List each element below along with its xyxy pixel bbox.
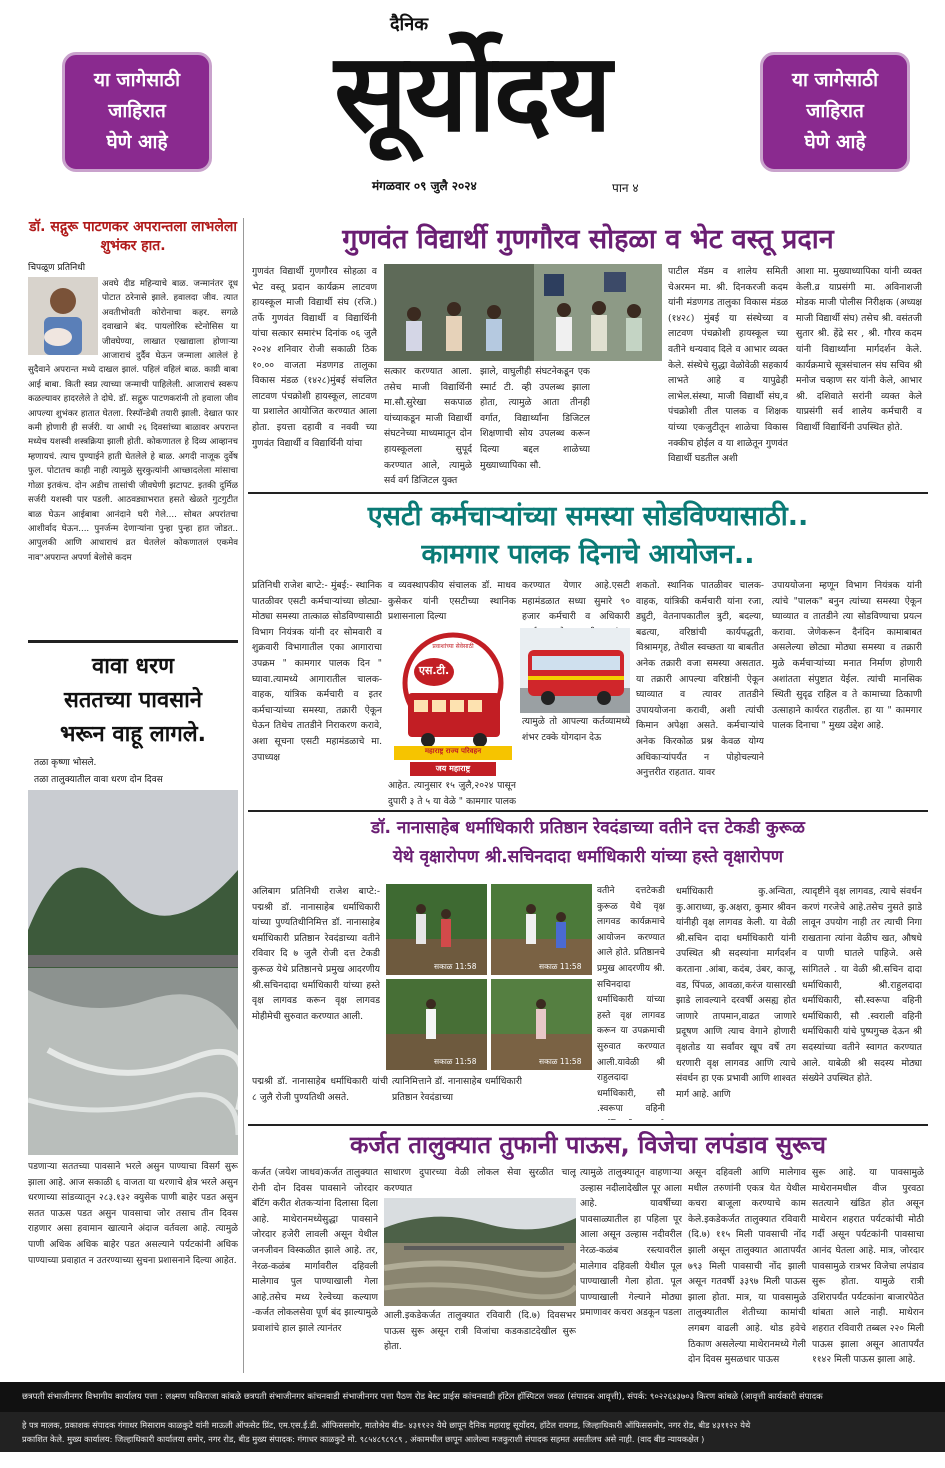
dam-headline-line2: सततच्या पावसाने: [64, 688, 202, 713]
ad-box-right: [760, 52, 910, 172]
st-bus-photo: [520, 628, 630, 713]
article4-col4: असून दहिवली आणि मालेगाव मधील तरुणांनी एकत्र येत येथील कचरा बाजूला करण्याचे काम केले.इकडेकर्जत तालुक्यात रविवारी (दि.७) ११५ मिली पावसाची नोंद झाली असून तालुक्यात आतापर्यंत ७९३ मिली पावसाची नोंद झाली असून गतवर्षी ३३९७ मिली पाऊस झाला होता. मात्र, या पावसामुळे तालुक्यातील शेतीच्या कामांची लगबग वाढली आहे. थोड हवेचे ठिकाण असलेल्या माथेरानमध्ये गेली दोन दिवस मुसळधार पाऊस: [688, 1167, 806, 1366]
divider-1: [248, 492, 928, 494]
article3-col1b: पद्मश्री डॉ. नानासाहेब धर्माधिकारी यांची ८ जुलै रोजी पुण्यतिथी असते.: [252, 1076, 388, 1103]
footer-imprint-line2: प्रकाशित केले. मुख्य कार्यालय: जिल्हाधिकारी कार्यालया समोर, नगर रोड, बीड मुख्य संपादक: गंगाधर काळकुटे मो. ९८५४८९८९८९ , अंकामधील छापून आलेल्या मजकुराशी संपादक सहमत असतीलच असे नाही. (वाद बीड न्यायकक्षेत ): [22, 1434, 705, 1444]
side-article-headline: डॉ. सद्गुरू पाटणकर अपरान्तला लाभलेला शुभंकर हात.: [29, 219, 237, 254]
ad-box-left: [62, 52, 212, 172]
article3-headline-line1: डॉ. नानासाहेब धर्माधिकारी प्रतिष्ठान रेवदंडाच्या वतीने दत्त टेकडी कुरूळ: [371, 818, 805, 838]
ad-right-line1: या जागेसाठी: [792, 69, 878, 91]
divider-2: [248, 810, 928, 812]
doctor-photo: [28, 277, 98, 355]
article4-col2: साधारण दुपारच्या वेळी लोकल सेवा सुरळीत चालू करण्यात: [384, 1167, 576, 1194]
issue-date: मंगळवार ०९ जुलै २०२४: [372, 179, 477, 193]
article2-col5: उपाययोजना म्हणून विभाग नियंत्रक यांनी त्यांचे "पालक" बनुन त्यांच्या समस्या ऐकून घ्याव्यात व तातडीने त्या सोडविण्याचा प्रयत्न करावा. जेणेकरून दैनंदिन कामाबाबत असलेल्या छोट्या मोठ्या समस्या व तक्रारी मुळे कर्मचाऱ्यांच्या मनात निर्माण होणारी अशांतता संपुष्टात येईल. त्यांची मानसिक स्थिती सुदृढ राहिल व ते कामाच्या ठिकाणी उत्साहाने कार्यरत राहतील. हा या " कामगार पालक दिनाचा " मुख्य उद्देश आहे.: [772, 580, 922, 732]
article3-col3: वतीने दत्तटेकडी कुरूळ येथे वृक्ष लागवड कार्यक्रमाचे आयोजन करण्यात आले होते. प्रतिष्ठानचे प्रमुख आदरणीय श्री. सचिनदादा धर्माधिकारी यांच्या हस्ते वृक्ष लागवड करून या उपक्रमाची सुरुवात करण्यात आली.यावेळी श्री राहुलदादा धर्माधिकारी, सौ .स्वरूपा वहिनी: [597, 886, 665, 1115]
article1-col1: गुणवंत विद्यार्थी गुणगौरव सोहळा व भेट वस्तू प्रदान कार्यक्रम लाटवण हायस्कूल माजी विद्यार्थी संघ (रजि.) तर्फे गुणवंत विद्यार्थी व विद्यार्थिनी यांचा सत्कार समारंभ दिनांक ०६ जुलै २०२४ शनिवार रोजी सकाळी ठिक १०.०० वाजता मंडणगड तालुका विकास मंडळ (१४२८)मुंबई संचलित लाटवण पंचक्रोशी हायस्कूल, लाटवण या प्रशालेत आयोजित करण्यात आला होता. इयत्ता दहावी व नववी च्या गुणवंत विद्यार्थी व विद्यार्थिनी यांचा: [252, 266, 377, 449]
dam-article-headline: [28, 650, 238, 752]
ad-left-line2: जाहिरात: [108, 100, 166, 122]
footer-imprint: [0, 1412, 945, 1452]
side-article-byline: चिपळूण प्रतिनिधी: [28, 263, 86, 273]
photo-timestamp-1: सकाळ 11:58: [434, 962, 477, 971]
article3-col1: अलिबाग प्रतिनिधी राजेश बाप्टे:- पद्मश्री डॉ. नानासाहेब धर्माधिकारी यांच्या पुण्यतिथीनिमित्त डॉ. नानासाहेब धर्माधिकारी प्रतिष्ठान रेवदंडाच्या वतीने रविवार दि ७ जुलै रोजी दत्त टेकडी कुरूळ येथे प्रतिष्ठानचे प्रमुख आदरणीय श्री.सचिनदादा धर्माधिकारी यांच्या हस्ते वृक्ष लागवड करून वृक्ष लागवड मोहीमेची सुरुवात करण्यात आली.: [252, 886, 380, 1022]
dam-byline1: तळा कृष्णा भोसले.: [34, 758, 97, 768]
article1-col3: झाले, वाघुलीही संघटनेकडून एक स्मार्ट टी. व्ही उपलब्ध झाला होता, त्यामुळे आता तीनही वर्गात, विद्यार्थ्यांना डिजिटल शिक्षणाची सोय उपलब्ध करून दिल्या बद्दल शाळेच्या मुख्याध्यापिका सौ.: [480, 366, 590, 471]
ad-right-line2: जाहिरात: [806, 100, 864, 122]
photo-timestamp-2: सकाळ 11:58: [539, 962, 582, 971]
emblem-st-text: एस.टी.: [418, 664, 450, 677]
masthead-prefix: दैनिक: [390, 14, 429, 35]
article2-col2: व व्यवस्थापकीय संचालक डॉ. माधव कुसेकर यांनी एसटीच्या स्थानिक प्रशासनाला दिल्या: [388, 580, 516, 623]
article2-col3-bottom: त्यामुळे तो आपल्या कर्तव्यामध्ये शंभर टक्के योगदान देऊ: [522, 716, 630, 743]
article2-col1: प्रतिनिधी राजेश बाप्टे:- मुंबई:- स्थानिक पातळीवर एसटी कर्मचाऱ्यांच्या छोट्या-मोठ्या समस्या तात्काळ सोडविण्यासाठी विभाग नियंत्रक यांनी दर सोमवारी व शुक्रवारी विभागातील एका आगाराचा उपक्रम " कामगार पालक दिन " घ्यावा.त्यामध्ये आगारातील चालक- वाहक, यांत्रिक कर्मचारी व इतर कर्मचाऱ्यांच्या समस्या, तक्रारी ऐकून घेऊन तिथेच तातडीने निराकरण करावे, अशा सूचना एसटी महामंडळाचे मा. उपाध्यक्ष: [252, 580, 382, 763]
emblem-jay-text: जय महाराष्ट्र: [435, 764, 471, 773]
photo-timestamp-3: सकाळ 11:58: [434, 1057, 477, 1066]
article1-col5: आशा मा. मुख्याध्यापिका यांनी व्यक्त केली.व्र याप्रसंगी मा. अविनाशजी मोडक माजी पोलीस निरीक्षक (अध्यक्ष माजी विद्यार्थी संघ) तसेच श्री. वसंतजी सुतार श्री. हेंद्रे सर , श्री. गौरव कदम यांनी विद्यार्थ्यांना मार्गदर्शन केले. कार्यक्रमाचे सूत्रसंचालन संघ सचिव श्री मनोज चव्हाण सर यांनी केले, आभार श्री. दशिवाते सरांनी व्यक्त केले याप्रसंगी सर्व शालेय कर्मचारी व विद्यार्थी विद्यार्थिनी उपस्थित होते.: [796, 266, 922, 433]
flood-photo: [384, 1198, 576, 1306]
footer-office-line: छत्रपती संभाजीनगर विभागीय कार्यालय पत्ता : लक्ष्मण फकिराजा कांबळे छत्रपती संभाजीनगर कांचनवाडी संभाजीनगर पत्ता पैठण रोड बेस्ट प्राईस कांचनवाडी हॉटेल हॉस्पिटल जवळ (संपादक आवृत्ती), संपर्क: ९०२२६४३७०३ किरण कांबळे (आवृत्ती कार्यकारी संपादक: [0, 1382, 945, 1412]
article3-photo-grid: [386, 884, 592, 1070]
article4-headline: कर्जत तालुक्यात तुफानी पाऊस, विजेचा लपंडाव सुरूच: [349, 1131, 827, 1159]
article2-headline-line2: कामगार पालक दिनाचे आयोजन..: [421, 539, 755, 570]
dam-headline-line3: भरून वाहू लागले.: [60, 722, 206, 747]
article2-col3-top: करण्यात येणार आहे.एसटी महामंडळात सध्या सुमारे ९० हजार कर्मचारी व अधिकारी: [522, 580, 630, 623]
dam-byline2: तळा तालुक्यातील वावा धरण दोन दिवस: [34, 775, 163, 785]
ad-right-line3: घेणे आहे: [804, 131, 866, 153]
dam-headline-line1: वावा धरण: [92, 654, 174, 679]
column-rule: [243, 218, 244, 1373]
article1-col4: पाटील मॅडम व शालेय समिती चेअरमन मा. श्री. दिनकरजी कदम यांनी मंडणगड तालुका विकास मंडळ (१४२८) मुंबई या संस्थेच्या व लाटवण पंचक्रोशी हायस्कूल च्या वतीने धन्यवाद दिले व आभार व्यक्त केले. संस्थेचे सुद्धा वेळोवेळी सहकार्य लाभते आहे व यापुढेही लाभेल.संस्था, माजी विद्यार्थी संघ,व पंचक्रोशी तील पालक व शिक्षक यांच्या एकजुटीतून शाळेचा विकास नक्कीच होईल व या शाळेतून गुणवंत विद्यार्थी घडतील अशी: [668, 266, 788, 465]
article1-photo: [384, 264, 662, 361]
side-divider: [28, 640, 238, 643]
article3-col5: त्यादृष्टीने वृक्ष लागवड, त्याचे संवर्धन करणं गरजेचे आहे.तसेच नुसते झाडे लावून उपयोग नाही तर त्याची निगा राखताना त्यांना वेळीच खत, औषधे व पाणी घातले पाहिजे. असे सांगितले . या वेळी श्री.सचिन दादा धर्माधिकारी, श्री.राहुलदादा धर्माधिकारी, सौ.स्वरूपा वहिनी धर्माधिकारी, सौ .स्वराली वहिनी धर्माधिकारी यांचे पुष्पगुच्छ देऊन श्री सदस्यांच्या वतीने स्वागत करण्यात आले. याबेळी श्री सदस्य मोठ्या संख्येने उपस्थित होते.: [802, 886, 922, 1085]
side-article-patankar: [28, 218, 238, 633]
ad-left-line3: घेणे आहे: [106, 131, 168, 153]
emblem-top-text: प्रवाशांच्या सेवेसाठी: [432, 643, 474, 650]
article1-col2: सत्कार करण्यात आला. तसेच माजी विद्यार्थिनी मा.सौ.सुरेखा सकपाळ यांच्याकडून माजी विद्यार्थी संघटनेच्या माध्यमातून दोन हायस्कूलला सुपूर्द करण्यात आले, त्यामुळे सर्व वर्ग डिजिटल युक्त: [384, 366, 472, 487]
article2-col4: शकतो. स्थानिक पातळीवर चालक- वाहक, यांत्रिकी कर्मचारी यांना रजा, ड्युटी, वेतनापकातील त्रुटी, बदल्या, बढत्या, वरिष्ठांची कार्यपद्धती, विश्रामगृह, तेथील स्वच्छता या बाबतीत अनेक तक्रारी वजा समस्या असतात. या तक्रारी आपल्या वरिष्ठांनी ऐकून घ्याव्यात व त्यावर तातडीने उपाययोजना करावी, अशी त्यांची किमान अपेक्षा असते. कर्मचाऱ्यांचे अनेक किरकोळ प्रश्न केवळ योग्य अधिकाऱ्यांपर्यंत न पोहोचल्याने अनुत्तरीत राहतात. यावर: [636, 580, 764, 779]
footer-imprint-line1: हे पत्र मालक, प्रकाशक संपादक गंगाधर मिसाराम काळकुटे यांनी माऊली ऑफसेट प्रिंट, एम.एस.ई.डी. ऑफिससमोर, मातोश्रेय बीड- ४३११२२ येथे छापून दैनिक महाराष्ट्र सूर्योदय, हॉटेल रायगड, जिल्हाधिकारी ऑफिससमोर, नगर रोड, बीड ४३११२२ येथे: [22, 1420, 751, 1430]
dam-photo: [28, 790, 238, 1155]
article4-col1: कर्जत (जयेश जाधव)कर्जत तालुक्यात रोनी दोन दिवस पावसाने जोरदार बॅटिंग करीत शेतकऱ्यांना दिलासा दिला आहे. माथेरानमध्येसुद्धा पावसाने जोरदार हजेरी लावली असून येथील जनजीवन विस्कळीत झाले आहे. तर, नेरळ-कळंब मार्गावरील दहिवली मालेगाव पुल पाण्याखाली गेला आहे.तसेच मध्य रेल्वेच्या कल्याण -कर्जत लोकलसेवा पूर्ण बंद झाल्यामुळे प्रवाशांचे हाल झाले त्यानंतर: [252, 1167, 378, 1334]
article3-headline-line2: येथे वृक्षारोपण श्री.सचिनदादा धर्माधिकारी यांच्या हस्ते वृक्षारोपण: [392, 847, 784, 867]
article2-headline-line1: एसटी कर्मचाऱ्यांच्या समस्या सोडविण्यासाठी..: [367, 501, 809, 532]
article2-col2b: आहेत. त्यानुसार १५ जुलै,२०२४ पासून दुपारी ३ ते ५ या वेळे " कामगार पालक: [388, 780, 516, 807]
masthead-title: सूर्योदय: [334, 30, 610, 156]
article3-col4: धर्माधिकारी कु.अन्विता, कु.आराध्या, कु.अक्षरा, कुमार श्रीवन यांनीही वृक्ष लागवड केली. या वेळी श्री.सचिन दादा धर्माधिकारी यांनी उपस्थित श्री सदस्यांना मार्गदर्शन करताना .आंबा, कदंब, उंबर, काजू, वड, पिंपळ, आवळा,करंज यासारखी झाडे लावल्याने दरवर्षी असह्य होत जाणारे तापमान,वाढत जाणारे प्रदूषण आणि त्याच वेगाने होणारी वृक्षतोड या सर्वांवर खूप वर्षे तग धरणारी वृक्ष लागवड आणि त्याचे संवर्धन हा एक प्रभावी आणि शाश्वत मार्ग आहे. आणि: [676, 886, 796, 1100]
article1-headline: गुणवंत विद्यार्थी गुणगौरव सोहळा व भेट वस्तू प्रदान: [342, 224, 834, 255]
article4-col5: सुरू आहे. या पावसामुळे माथेरानमधील वीज पुरवठा सतत्याने खंडित होत असून माथेरान शहरात पर्यटकांची मोठी गर्दी असून पर्यटकांनी पावसाचा आनंद घेतला आहे. मात्र, जोरदार पावसामुळे रात्रभर विजेचा लपंडाव सुरू होता. यामुळे रात्री उशिरापर्यंत पर्यटकांना बाजारपेठेत थांबता आले नाही. माथेरान शहरात रविवारी तब्बल २२० मिली पाऊस झाला असून आतापर्यंत ११४२ मिली पाऊस झाला आहे.: [812, 1167, 924, 1366]
dam-article-body: पडणाऱ्या सततच्या पावसाने भरले असुन पाण्याचा विसर्ग सुरू झाला आहे. आज सकाळी ६ वाजता या धरणाचे क्षेत्र भरले असुन धरणाच्या सांडव्यातून २८३.१३२ क्युसेक पाणी बाहेर पडत असुन सतत पाऊस पडत असुन पावसाचा जोर तसाच तीन दिवस राहणार असा हवामान खात्याने अंदाज वर्तवला आहे. त्यामुळे पाणी अधिक अधिक बाहेर पडत असल्याने पर्यटकांनी अधिक पाण्याच्या प्रवाहात न उतरण्याच्या सुचना प्रशासनाने दिल्या आहेत.: [28, 1162, 238, 1266]
article4-col3: त्यामुळे तालुक्यातून वाहणाऱ्या उल्हास नदीलादेखील पूर आला आहे. यावर्षीच्या पावसाळ्यातील हा पहिला पूर आला असून उल्हास नदीवरील नेरळ-कळंब रस्त्यावरील मालेगाव दहिवली येथील पूल पाण्याखाली गेला होता. पूल पाण्याखाली गेल्याने मोठ्या प्रमाणावर कचरा अडकून पडला: [580, 1167, 682, 1319]
st-bus-emblem: [388, 628, 518, 778]
article3-col2b: त्यानिमित्ताने डॉ. नानासाहेब धर्माधिकारी प्रतिष्ठान रेवदंडाच्या: [392, 1076, 522, 1103]
article4-col2b: आली.इकडेकर्जत तालुक्यात रविवारी (दि.७) दिवसभर पाऊस सुरू असून रात्री विजांचा कडकडाटदेखील सुरू होता.: [384, 1310, 576, 1353]
page-number: पान ४: [612, 181, 639, 195]
emblem-msrtc-text: महाराष्ट्र राज्य परिवहन: [424, 747, 482, 755]
side-article-body: अवघे दीड महिन्याचे बाळ. जन्मानंतर दूध पोटात ठरेनासे झाले. हवालदा जीव. त्यात अवतीभोवती कोरोनाचा कहर. सगळे दवाखाने बंद. पायलोरिक स्टेनोसिस या जीवघेण्या, लाखात एखाद्याला होणाऱ्या आजाराचं दुर्दैव घेऊन जन्माला आलेलं हे सुदैवाने अपरान्त मध्ये दाखल झालं. पहिलं वहिलं बाळ. काय़ी बाबा आई बाबा. किती स्वप्न त्याच्या जन्माची पाहिलेली. आजाराचं स्वरूप कळल्यावर हादरलेले ते दोघे. डॉ. सद्गुरू पाटणकरांनी तो हवाला जीव आपल्या शुभंकर हातात घेतला. रिस्पॉन्डेबी तयारी झाली. देखात फार कमी होणारी ही सर्जरी. या आधी २६ दिवसांच्या बाळावर अपरान्त मध्येच यशस्वी शस्त्रक्रिया झाली होती. कोकणातल हे दिव्य आव्हानच म्हणायचं. त्याच पुण्याईने हाती घेतलेले हे बाळ. अगदी नाजूक दुर्वेष फुल. पोटातच काही नाही त्यामुळे सुरकुत्यांनी आच्छादलेला मांसाचा गोळा इतकंच. दोन अडीच तासांची जीवघेणी झटापट. इतकी दुर्मिळ सर्जरी यशस्वी पार पडली. आठवड्याभरात हसते खेळते गुटगुटीत बाळ घेऊन आईबाबा आनंदाने घरी गेले.... सोबत अपरांतचा आशीर्वाद घेऊन.... पुनर्जन्म देणाऱ्यांना पुन्हा पुन्हा हात जोडत.. आपुलकी आणि आधाराचं व्रत घेतलेलं कोकणातलं एकमेव नाव"अपरान्त अपर्णा बेलोसे कदम: [28, 279, 238, 563]
photo-timestamp-4: सकाळ 11:58: [539, 1057, 582, 1066]
ad-left-line1: या जागेसाठी: [94, 69, 180, 91]
